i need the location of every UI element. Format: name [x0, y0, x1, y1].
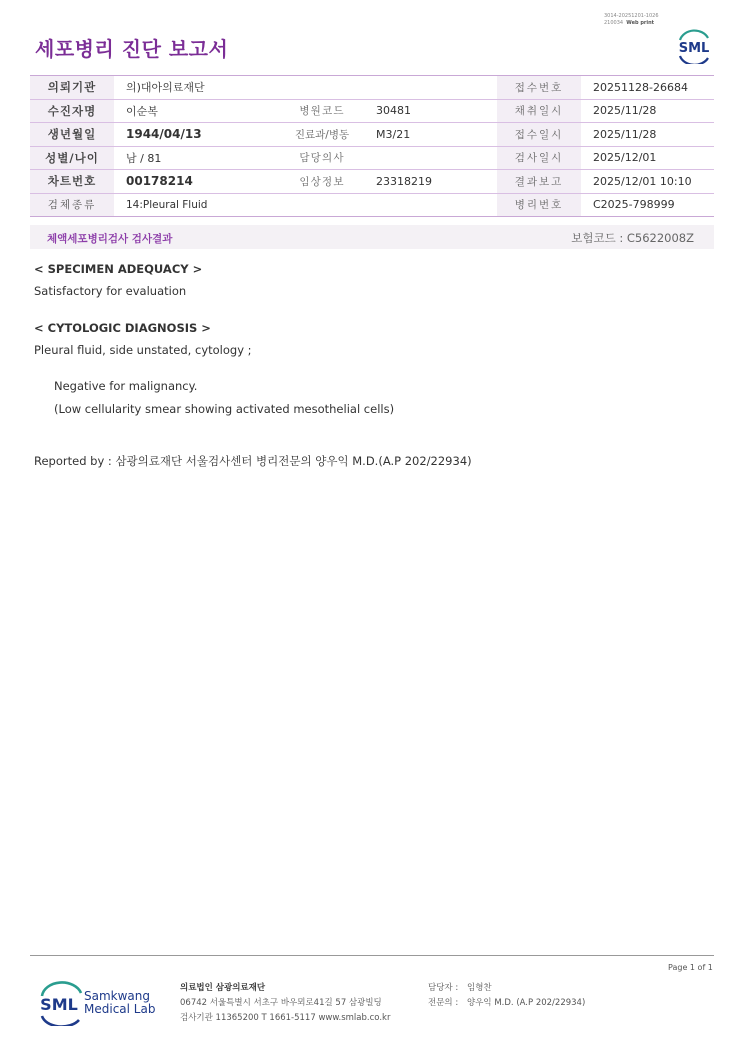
print-code-line2	[604, 20, 659, 27]
finding-2: (Low cellularity smear showing activated mesothelial cells)	[54, 402, 395, 416]
specialist-name: 양우익 M.D. (A.P 202/22934)	[467, 998, 586, 1008]
specialist-row	[428, 996, 585, 1008]
institution-value: 의)대아의료재단	[114, 76, 497, 100]
chart-no-label: 차트번호	[30, 170, 114, 194]
adequacy-text: Satisfactory for evaluation	[34, 284, 187, 298]
patient-name-value: 이순복	[114, 99, 280, 123]
svg-text:SML: SML	[40, 995, 78, 1014]
clinical-info-label: 임상정보	[280, 170, 364, 194]
result-section-header	[30, 225, 714, 249]
birth-label: 생년월일	[30, 123, 114, 147]
sex-age-label: 성별/나이	[30, 146, 114, 170]
org-address: 06742 서울특별시 서초구 바우뫼로41길 57 삼광빌딩	[180, 998, 382, 1008]
clinical-info-value: 23318219	[364, 170, 497, 194]
receipt-date-value: 2025/11/28	[581, 123, 714, 147]
print-code-id: 210034	[604, 19, 624, 26]
department-label: 진료과/병동	[280, 123, 364, 147]
table-row	[30, 76, 714, 100]
report-date-value: 2025/12/01 10:10	[581, 170, 714, 194]
specimen-label: 검체종류	[30, 193, 114, 217]
doctor-value	[364, 146, 497, 170]
diagnosis-text: Pleural fluid, side unstated, cytology ;	[34, 343, 252, 357]
exam-date-value: 2025/12/01	[581, 146, 714, 170]
specimen-value: 14:Pleural Fluid	[114, 193, 497, 217]
brand-name	[84, 990, 155, 1016]
page-title: 세포병리 진단 보고서	[35, 37, 229, 61]
receipt-no-label: 접수번호	[497, 76, 581, 100]
pathology-no-value: C2025-798999	[581, 193, 714, 217]
insurance-code: 보험코드 : C5622008Z	[571, 231, 694, 245]
sex-age-value: 남 / 81	[114, 146, 280, 170]
receipt-date-label: 접수일시	[497, 123, 581, 147]
patient-info-table	[30, 75, 714, 217]
print-code-line1: 3014-20251201-1026	[604, 13, 659, 19]
footer-divider	[30, 955, 714, 956]
institution-label: 의뢰기관	[30, 76, 114, 100]
print-code	[604, 13, 659, 26]
table-row	[30, 170, 714, 194]
doctor-label: 담당의사	[280, 146, 364, 170]
sml-footer-logo-icon	[37, 980, 87, 1026]
pathology-no-label: 병리번호	[497, 193, 581, 217]
table-row	[30, 193, 714, 217]
brand-line2: Medical Lab	[84, 1002, 156, 1016]
svg-text:SML: SML	[678, 41, 710, 56]
finding-1: Negative for malignancy.	[54, 379, 198, 393]
department-value: M3/21	[364, 123, 497, 147]
adequacy-heading: < SPECIMEN ADEQUACY >	[34, 262, 203, 276]
reported-by: Reported by : 삼광의료재단 서울검사센터 병리전문의 양우익 M.D.(A.P 202/22934)	[34, 454, 472, 468]
manager-label: 담당자 :	[428, 983, 459, 993]
collection-date-value: 2025/11/28	[581, 99, 714, 123]
diagnosis-heading: < CYTOLOGIC DIAGNOSIS >	[34, 321, 211, 335]
page-number: Page 1 of 1	[668, 963, 713, 972]
table-row	[30, 123, 714, 147]
exam-date-label: 검사일시	[497, 146, 581, 170]
web-print-label: Web print	[626, 19, 655, 26]
birth-value: 1944/04/13	[114, 123, 280, 147]
brand-line1: Samkwang	[84, 989, 150, 1003]
patient-name-label: 수진자명	[30, 99, 114, 123]
report-date-label: 결과보고	[497, 170, 581, 194]
org-contact: 검사기관 11365200 T 1661-5117 www.smlab.co.kr	[180, 1013, 391, 1023]
receipt-no-value: 20251128-26684	[581, 76, 714, 100]
collection-date-label: 채취일시	[497, 99, 581, 123]
section-title: 체액세포병리검사 검사결과	[47, 233, 173, 245]
table-row	[30, 99, 714, 123]
org-name: 의료법인 삼광의료재단	[180, 983, 266, 993]
chart-no-value: 00178214	[114, 170, 280, 194]
specialist-label: 전문의 :	[428, 998, 459, 1008]
table-row	[30, 146, 714, 170]
hospital-code-label: 병원코드	[280, 99, 364, 123]
manager-row	[428, 981, 492, 993]
manager-name: 임형찬	[467, 983, 492, 993]
hospital-code-value: 30481	[364, 99, 497, 123]
sml-logo-icon	[674, 26, 714, 64]
